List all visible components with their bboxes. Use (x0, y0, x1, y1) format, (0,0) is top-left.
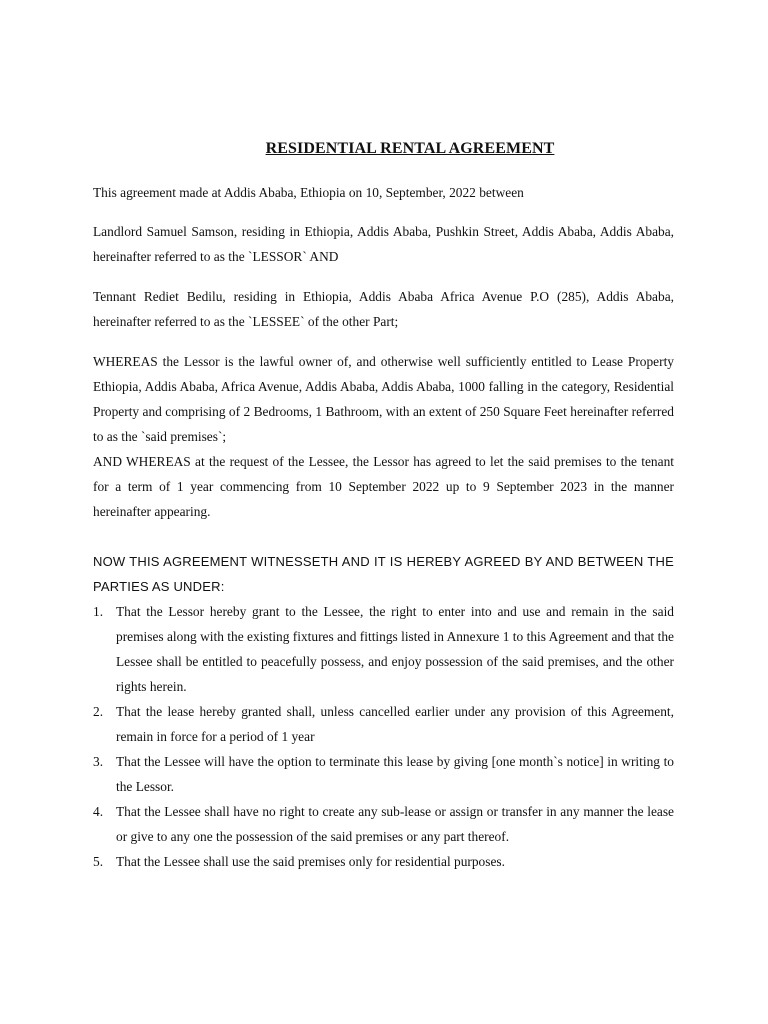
lessor-paragraph: Landlord Samuel Samson, residing in Ethiopia, Addis Ababa, Pushkin Street, Addis Ababa, Addis Ababa, hereinafter referred to as the `LESSOR` AND (93, 224, 674, 264)
whereas-paragraph-2: AND WHEREAS at the request of the Lessee, the Lessor has agreed to let the said premises to the tenant for a term of 1 year commencing from 10 September 2022 up to 9 September 2023 in the manner hereinafter appearing. (93, 454, 674, 519)
clause-text: That the Lessee shall use the said premises only for residential purposes. (116, 854, 505, 869)
clause-number: 1. (93, 604, 104, 619)
clause-text: That the Lessor hereby grant to the Lessee, the right to enter into and use and remain in the said premises along with the existing fixtures and fittings listed in Annexure 1 to this Agreement and that the Lessee shall be entitled to peacefully possess, and enjoy possession of the said premises, and the other rights herein. (116, 604, 674, 694)
clauses-list (93, 599, 674, 874)
document-title: RESIDENTIAL RENTAL AGREEMENT (265, 140, 555, 157)
clause-number: 4. (93, 804, 104, 819)
clause-text: That the lease hereby granted shall, unless cancelled earlier under any provision of this Agreement, remain in force for a period of 1 year (116, 704, 674, 744)
clause-item (93, 599, 674, 699)
clause-text: That the Lessee will have the option to terminate this lease by giving [one month`s notice] in writing to the Lessor. (116, 754, 674, 794)
clause-number: 3. (93, 754, 104, 769)
intro-paragraph: This agreement made at Addis Ababa, Ethiopia on 10, September, 2022 between (93, 185, 524, 200)
clause-item (93, 749, 674, 799)
clause-item (93, 799, 674, 849)
clause-item (93, 849, 674, 874)
clause-text: That the Lessee shall have no right to create any sub-lease or assign or transfer in any manner the lease or give to any one the possession of the said premises or any part thereof. (116, 804, 674, 844)
clause-item (93, 699, 674, 749)
lessee-paragraph: Tennant Rediet Bedilu, residing in Ethiopia, Addis Ababa Africa Avenue P.O (285), Addis Ababa, hereinafter referred to as the `LESSEE` of the other Part; (93, 289, 674, 329)
clause-number: 2. (93, 704, 104, 719)
witnesseth-paragraph: NOW THIS AGREEMENT WITNESSETH AND IT IS HEREBY AGREED BY AND BETWEEN THE PARTIES AS UNDER: (93, 554, 674, 594)
clause-number: 5. (93, 854, 104, 869)
whereas-paragraph-1: WHEREAS the Lessor is the lawful owner of, and otherwise well sufficiently entitled to Lease Property Ethiopia, Addis Ababa, Africa Avenue, Addis Ababa, Addis Ababa, 1000 falling in the category, Residential Property and comprising of 2 Bedrooms, 1 Bathroom, with an extent of 250 Square Feet hereinafter referred to as the `said premises`; (93, 354, 674, 444)
